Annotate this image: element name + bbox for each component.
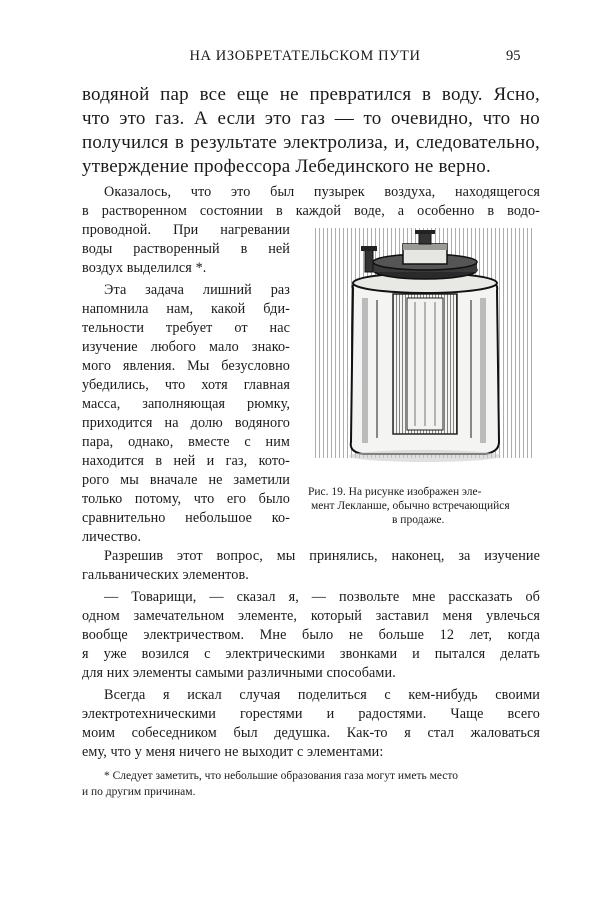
- paragraph-line: в растворенном состоянии в каждой воде, а особенно в водо-: [82, 203, 540, 219]
- paragraph-line: мого явления. Мы безусловно: [82, 358, 290, 374]
- page-number: 95: [506, 48, 521, 64]
- figure-caption-line: в продаже.: [392, 514, 445, 526]
- figure-caption-line: Рис. 19. На рисунке изображен эле-: [308, 486, 482, 498]
- footnote-marker: *.: [195, 260, 207, 276]
- paragraph-line: моим собеседником был дедушка. Как-то я стал жаловаться: [82, 725, 540, 741]
- top-paragraph-line: получился в результате электролиза, и, следовательно,: [82, 132, 540, 153]
- paragraph-line: Разрешив этот вопрос, мы принялись, наконец, за изучение: [104, 548, 540, 564]
- paragraph-line: изучение любого мало знако-: [82, 339, 290, 355]
- paragraph-line: пара, однако, вместе с ним: [82, 434, 290, 450]
- paragraph-line: Всегда я искал случая поделиться с кем-нибудь своими: [104, 687, 540, 703]
- paragraph-line: Эта задача лишний раз: [104, 282, 290, 298]
- paragraph-line: проводной. При нагревании: [82, 222, 290, 238]
- paragraph-line: я уже возился с электрическими звонками и пытался делать: [82, 646, 540, 662]
- paragraph-line: масса, заполняющая рюмку,: [82, 396, 290, 412]
- paragraph-line: электротехническими горестями и радостями. Чаще всего: [82, 706, 540, 722]
- paragraph-line: находится в ней и газ, кото-: [82, 453, 290, 469]
- paragraph-line: сравнительно небольшое ко-: [82, 510, 290, 526]
- leclanche-cell-illustration: [315, 228, 535, 480]
- paragraph-line: вообще электричеством. Мне было не больше 12 лет, когда: [82, 627, 540, 643]
- paragraph-line: личество.: [82, 529, 142, 545]
- paragraph-line: — Товарищи, — сказал я, — позвольте мне рассказать об: [104, 589, 540, 605]
- paragraph-line: для них элементы самыми различными способами.: [82, 665, 396, 681]
- paragraph-line: только потому, что его было: [82, 491, 290, 507]
- top-paragraph-line: что это газ. А если это газ — то очевидно, что но: [82, 108, 540, 129]
- paragraph-line: тельности требует от нас: [82, 320, 290, 336]
- paragraph-line-text: воздух выделился: [82, 260, 192, 276]
- paragraph-line: убедились, что хотя главная: [82, 377, 290, 393]
- paragraph-line: воды растворенный в ней: [82, 241, 290, 257]
- paragraph-line: рого мы вначале не заметили: [82, 472, 290, 488]
- top-paragraph-line: утверждение профессора Лебединского не верно.: [82, 156, 491, 177]
- paragraph-line: ему, что у меня ничего не выходит с элементами:: [82, 744, 384, 760]
- paragraph-line: [82, 260, 206, 277]
- paragraph-line: Оказалось, что это был пузырек воздуха, находящегося: [104, 184, 540, 200]
- paragraph-line: гальванических элементов.: [82, 567, 249, 583]
- paragraph-line: напомнила нам, какой бди-: [82, 301, 290, 317]
- paragraph-line: приходится на долю водяного: [82, 415, 290, 431]
- running-header-title: НА ИЗОБРЕТАТЕЛЬСКОМ ПУТИ: [189, 48, 421, 64]
- figure-caption-line: мент Лекланше, обычно встречающийся: [311, 500, 510, 512]
- footnote-line: * Следует заметить, что небольшие образования газа могут иметь место: [104, 770, 458, 782]
- footnote-line: и по другим причинам.: [82, 786, 196, 798]
- paragraph-line: одном замечательном элементе, который заставил меня увлечься: [82, 608, 540, 624]
- top-paragraph-line: водяной пар все еще не превратился в воду. Ясно,: [82, 84, 540, 105]
